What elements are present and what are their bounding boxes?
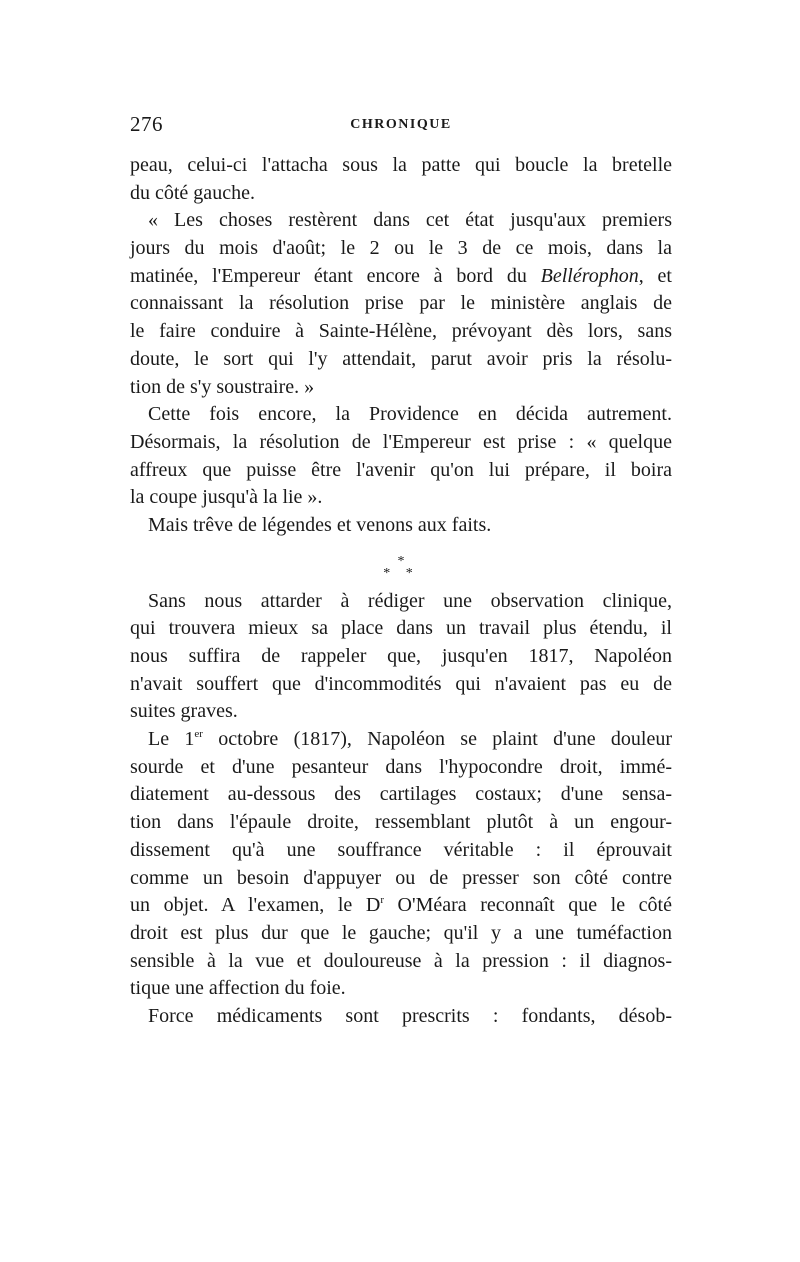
text-line: jours du mois d'août; le 2 ou le 3 de ce mois, dans la — [130, 237, 672, 260]
text-line: « Les choses restèrent dans cet état jusqu'aux premiers — [148, 209, 672, 232]
text-line: Désormais, la résolution de l'Empereur est prise : « quelque — [130, 430, 672, 453]
text-line: sensible à la vue et douloureuse à la pression : il diagnos- — [130, 949, 672, 972]
text-line — [130, 726, 672, 754]
text-line: n'avait souffert que d'incommodités qui n'avaient pas eu de — [130, 672, 672, 695]
section-asterism — [130, 540, 672, 588]
text-line: le faire conduire à Sainte-Hélène, prévoyant dès lors, sans — [130, 320, 672, 343]
text-line — [130, 263, 672, 291]
text-line: la coupe jusqu'à la lie ». — [130, 486, 323, 509]
text-line: suites graves. — [130, 700, 238, 723]
text-segment: matinée, l'Empereur étant encore à bord du — [130, 264, 541, 287]
text-line: Force médicaments sont prescrits : fondants, désob- — [148, 1004, 672, 1027]
text-line: Cette fois encore, la Providence en décida autrement. — [148, 403, 672, 426]
text-line: tion de s'y soustraire. » — [130, 375, 315, 398]
text-line: connaissant la résolution prise par le ministère anglais de — [130, 292, 672, 315]
text-line: diatement au-dessous des cartilages costaux; d'une sensa- — [130, 783, 672, 806]
text-line: tion dans l'épaule droite, ressemblant plutôt à un engour- — [130, 811, 672, 834]
text-line: Mais trêve de légendes et venons aux faits. — [148, 513, 492, 536]
body-text — [130, 152, 672, 1031]
asterism-bottom: * * — [383, 565, 419, 581]
title-suffix: r — [380, 894, 384, 907]
text-segment: O'Méara reconnaît que le côté — [383, 894, 672, 917]
ship-name: Bellérophon — [540, 264, 639, 287]
text-line: nous suffira de rappeler que, jusqu'en 1817, Napoléon — [130, 645, 672, 667]
text-line: sourde et d'une pesanteur dans l'hypocondre droit, immé- — [130, 755, 672, 778]
page-number: 276 — [130, 112, 163, 136]
page-header — [130, 112, 672, 142]
text-segment: un objet. A l'examen, le — [130, 894, 366, 917]
text-segment: Le 1 — [148, 728, 195, 751]
text-segment: D — [365, 894, 381, 917]
text-line: dissement qu'à une souffrance véritable : il éprouvait — [130, 838, 672, 861]
text-line: du côté gauche. — [130, 181, 255, 204]
text-line: qui trouvera mieux sa place dans un travail plus étendu, il — [130, 617, 672, 640]
text-segment: , et — [638, 264, 672, 287]
text-segment: octobre (1817), Napoléon se plaint d'une douleur — [218, 728, 673, 751]
text-line: comme un besoin d'appuyer ou de presser son côté contre — [130, 866, 672, 889]
text-line: Sans nous attarder à rédiger une observation clinique, — [148, 589, 672, 612]
text-line: droit est plus dur que le gauche; qu'il y a une tuméfaction — [130, 921, 672, 944]
ordinal-suffix: er — [194, 728, 203, 741]
text-line: tique une affection du foie. — [130, 977, 346, 1000]
text-line — [130, 892, 672, 920]
running-title: CHRONIQUE — [350, 117, 452, 132]
asterism-top: * — [397, 553, 405, 569]
text-line: doute, le sort qui l'y attendait, parut avoir pris la résolu- — [130, 347, 672, 370]
text-line: peau, celui-ci l'attacha sous la patte qui boucle la bretelle — [130, 154, 672, 176]
text-line: affreux que puisse être l'avenir qu'on lui prépare, il boira — [130, 458, 672, 481]
